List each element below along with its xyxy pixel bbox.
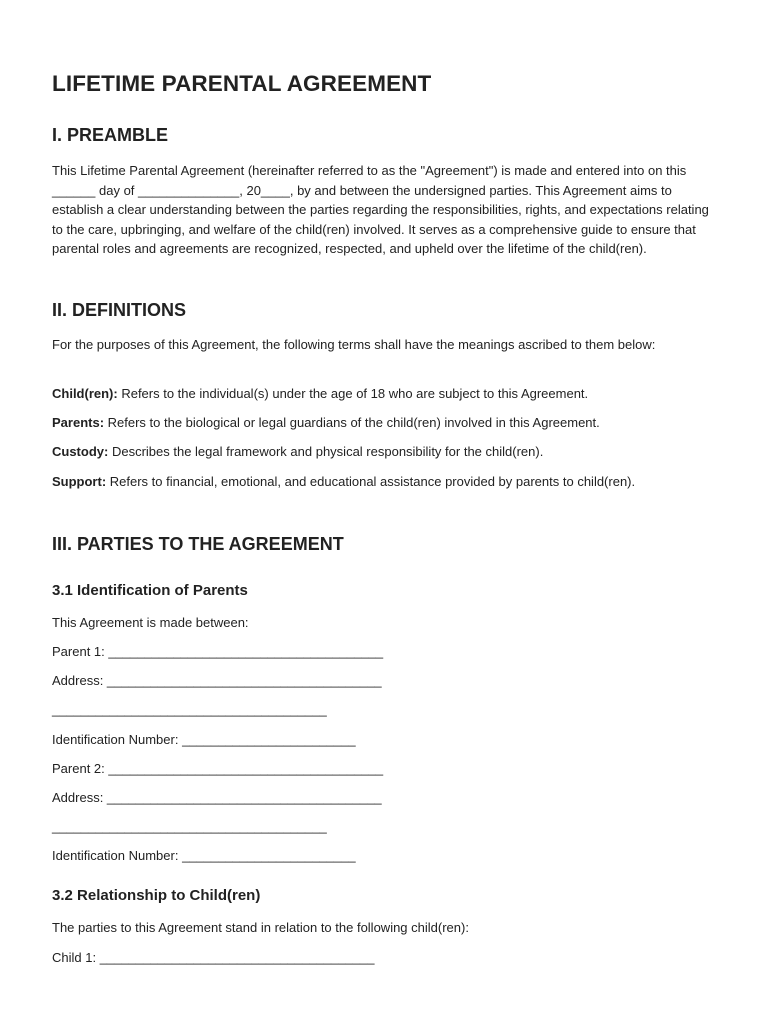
parent-1-address-line-2: ______________________________________ (52, 702, 327, 717)
document-title: LIFETIME PARENTAL AGREEMENT (52, 71, 432, 96)
preamble-paragraph: This Lifetime Parental Agreement (hereinafter referred to as the "Agreement") is made and entered into on this ______ day of ______________, 20____, by and between the undersigned parties. This Agreement aims to establish a clear understanding between the parties regarding the responsibilities, rights, and expectations relating to the care, upbringing, and welfare of the child(ren) involved. It serves as a comprehensive guide to ensure that parental roles and agreements are recognized, respected, and upheld over the lifetime of the child(ren). (52, 163, 709, 256)
definition-text: Refers to financial, emotional, and educational assistance provided by parents to child(ren). (106, 474, 636, 489)
parent-2-address-line-2: ______________________________________ (52, 819, 327, 834)
definition-text: Refers to the individual(s) under the age of 18 who are subject to this Agreement. (117, 386, 589, 401)
definition-text: Refers to the biological or legal guardians of the child(ren) involved in this Agreement. (104, 415, 600, 430)
parent-1-address-field: Address: ______________________________________ (52, 673, 382, 688)
definitions-intro: For the purposes of this Agreement, the following terms shall have the meanings ascribed to them below: (52, 337, 656, 352)
relationship-intro: The parties to this Agreement stand in relation to the following child(ren): (52, 920, 469, 935)
parent-2-id-number-field: Identification Number: ________________________ (52, 848, 356, 863)
parent-1-field: Parent 1: ______________________________________ (52, 644, 384, 659)
definition-term: Parents: (52, 415, 105, 430)
parent-2-address-field: Address: ______________________________________ (52, 790, 382, 805)
parent-1-id-number-field: Identification Number: ________________________ (52, 732, 356, 747)
identification-heading: 3.1 Identification of Parents (52, 582, 248, 599)
preamble-heading: I. PREAMBLE (52, 125, 169, 145)
definition-text: Describes the legal framework and physical responsibility for the child(ren). (108, 444, 544, 459)
definition-parents (52, 413, 712, 433)
definition-term: Support: (52, 474, 107, 489)
relationship-heading: 3.2 Relationship to Child(ren) (52, 887, 261, 904)
parent-2-field: Parent 2: ______________________________________ (52, 761, 384, 776)
child-1-field: Child 1: ______________________________________ (52, 950, 375, 965)
definition-children (52, 384, 712, 404)
definition-term: Child(ren): (52, 386, 118, 401)
definition-support (52, 472, 712, 492)
parties-heading: III. PARTIES TO THE AGREEMENT (52, 534, 344, 554)
definition-term: Custody: (52, 444, 109, 459)
definition-custody (52, 442, 712, 462)
identification-intro: This Agreement is made between: (52, 615, 249, 630)
definitions-heading: II. DEFINITIONS (52, 300, 187, 320)
